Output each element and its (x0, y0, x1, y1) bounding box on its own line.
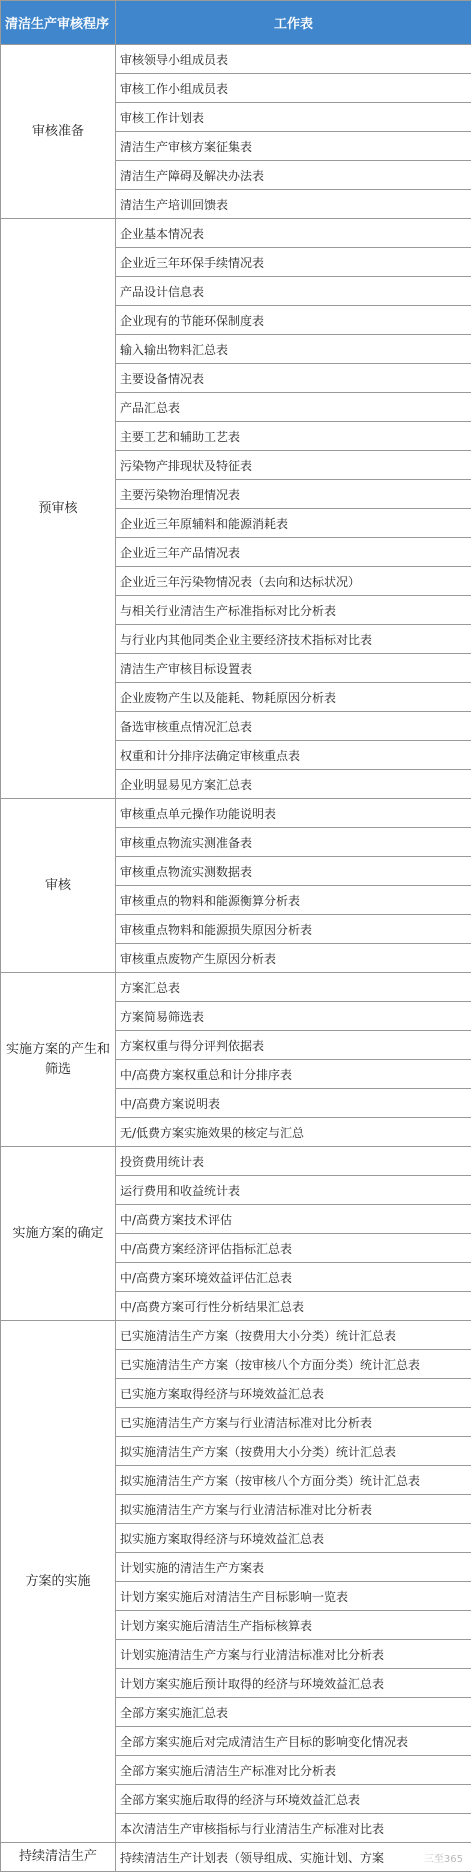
form-cell: 产品汇总表 (116, 393, 471, 422)
table-row (1, 1843, 471, 1872)
form-cell: 计划方案实施后清洁生产指标核算表 (116, 1611, 471, 1640)
table-row (1, 45, 471, 74)
form-cell: 运行费用和收益统计表 (116, 1176, 471, 1205)
table-row (1, 1147, 471, 1176)
form-cell: 中/高费方案环境效益评估汇总表 (116, 1263, 471, 1292)
header-forms: 工作表 (116, 1, 471, 45)
stage-cell: 持续清洁生产 (1, 1843, 116, 1872)
form-cell: 拟实施清洁生产方案（按审核八个方面分类）统计汇总表 (116, 1466, 471, 1495)
table-row (1, 219, 471, 248)
stage-cell: 方案的实施 (1, 1321, 116, 1843)
table-row (1, 1321, 471, 1350)
form-cell: 主要设备情况表 (116, 364, 471, 393)
form-cell: 计划方案实施后对清洁生产目标影响一览表 (116, 1582, 471, 1611)
form-cell: 清洁生产障碍及解决办法表 (116, 161, 471, 190)
watermark: 三至365 (423, 1854, 463, 1865)
form-cell: 产品设计信息表 (116, 277, 471, 306)
form-cell: 主要工艺和辅助工艺表 (116, 422, 471, 451)
form-cell: 拟实施清洁生产方案与行业清洁标准对比分析表 (116, 1495, 471, 1524)
form-cell: 本次清洁生产审核指标与行业清洁生产标准对比表 (116, 1814, 471, 1843)
form-cell: 审核重点废物产生原因分析表 (116, 944, 471, 973)
table-row (1, 799, 471, 828)
form-cell: 与相关行业清洁生产标准指标对比分析表 (116, 596, 471, 625)
stage-cell: 审核 (1, 799, 116, 973)
form-cell: 方案汇总表 (116, 973, 471, 1002)
form-cell: 审核工作计划表 (116, 103, 471, 132)
form-cell: 全部方案实施后对完成清洁生产目标的影响变化情况表 (116, 1727, 471, 1756)
form-cell: 中/高费方案可行性分析结果汇总表 (116, 1292, 471, 1321)
form-cell: 中/高费方案经济评估指标汇总表 (116, 1234, 471, 1263)
form-cell: 已实施清洁生产方案（按审核八个方面分类）统计汇总表 (116, 1350, 471, 1379)
form-cell: 审核重点物料和能源损失原因分析表 (116, 915, 471, 944)
form-cell: 审核工作小组成员表 (116, 74, 471, 103)
header-stage: 清洁生产审核程序 (1, 1, 116, 45)
stage-cell: 审核准备 (1, 45, 116, 219)
form-cell: 主要污染物治理情况表 (116, 480, 471, 509)
form-cell: 全部方案实施后取得的经济与环境效益汇总表 (116, 1785, 471, 1814)
form-cell: 方案简易筛选表 (116, 1002, 471, 1031)
form-cell: 输入输出物料汇总表 (116, 335, 471, 364)
form-cell: 企业现有的节能环保制度表 (116, 306, 471, 335)
form-cell: 清洁生产培训回馈表 (116, 190, 471, 219)
form-cell: 企业近三年产品情况表 (116, 538, 471, 567)
form-cell: 企业近三年污染物情况表（去向和达标状况） (116, 567, 471, 596)
form-cell: 中/高费方案技术评估 (116, 1205, 471, 1234)
form-cell: 企业基本情况表 (116, 219, 471, 248)
form-cell: 计划实施清洁生产方案与行业清洁标准对比分析表 (116, 1640, 471, 1669)
form-cell: 备选审核重点情况汇总表 (116, 712, 471, 741)
form-cell: 企业近三年环保手续情况表 (116, 248, 471, 277)
table-row (1, 973, 471, 1002)
form-cell: 计划方案实施后预计取得的经济与环境效益汇总表 (116, 1669, 471, 1698)
form-cell: 污染物产排现状及特征表 (116, 451, 471, 480)
header-row (1, 1, 471, 45)
form-cell: 清洁生产审核目标设置表 (116, 654, 471, 683)
form-cell: 审核领导小组成员表 (116, 45, 471, 74)
form-cell: 审核重点物流实测数据表 (116, 857, 471, 886)
form-cell: 审核重点物流实测准备表 (116, 828, 471, 857)
form-cell: 计划实施的清洁生产方案表 (116, 1553, 471, 1582)
form-cell: 企业明显易见方案汇总表 (116, 770, 471, 799)
form-cell: 企业近三年原辅料和能源消耗表 (116, 509, 471, 538)
stage-cell: 实施方案的产生和筛选 (1, 973, 116, 1147)
form-cell: 审核重点的物料和能源衡算分析表 (116, 886, 471, 915)
form-cell: 权重和计分排序法确定审核重点表 (116, 741, 471, 770)
form-cell: 持续清洁生产计划表（领导组成、实施计划、方案 (116, 1843, 471, 1872)
form-cell: 中/高费方案说明表 (116, 1089, 471, 1118)
form-cell: 审核重点单元操作功能说明表 (116, 799, 471, 828)
form-cell: 拟实施清洁生产方案（按费用大小分类）统计汇总表 (116, 1437, 471, 1466)
form-cell: 全部方案实施汇总表 (116, 1698, 471, 1727)
form-cell: 与行业内其他同类企业主要经济技术指标对比表 (116, 625, 471, 654)
form-cell: 已实施清洁生产方案与行业清洁标准对比分析表 (116, 1408, 471, 1437)
stage-cell: 实施方案的确定 (1, 1147, 116, 1321)
form-cell: 全部方案实施后清洁生产标准对比分析表 (116, 1756, 471, 1785)
form-cell: 拟实施方案取得经济与环境效益汇总表 (116, 1524, 471, 1553)
stage-cell: 预审核 (1, 219, 116, 799)
form-cell: 已实施清洁生产方案（按费用大小分类）统计汇总表 (116, 1321, 471, 1350)
form-cell: 已实施方案取得经济与环境效益汇总表 (116, 1379, 471, 1408)
form-cell: 企业废物产生以及能耗、物耗原因分析表 (116, 683, 471, 712)
form-cell: 清洁生产审核方案征集表 (116, 132, 471, 161)
form-cell: 中/高费方案权重总和计分排序表 (116, 1060, 471, 1089)
form-cell: 无/低费方案实施效果的核定与汇总 (116, 1118, 471, 1147)
form-cell: 方案权重与得分评判依据表 (116, 1031, 471, 1060)
table-body (1, 45, 471, 1872)
form-cell: 投资费用统计表 (116, 1147, 471, 1176)
